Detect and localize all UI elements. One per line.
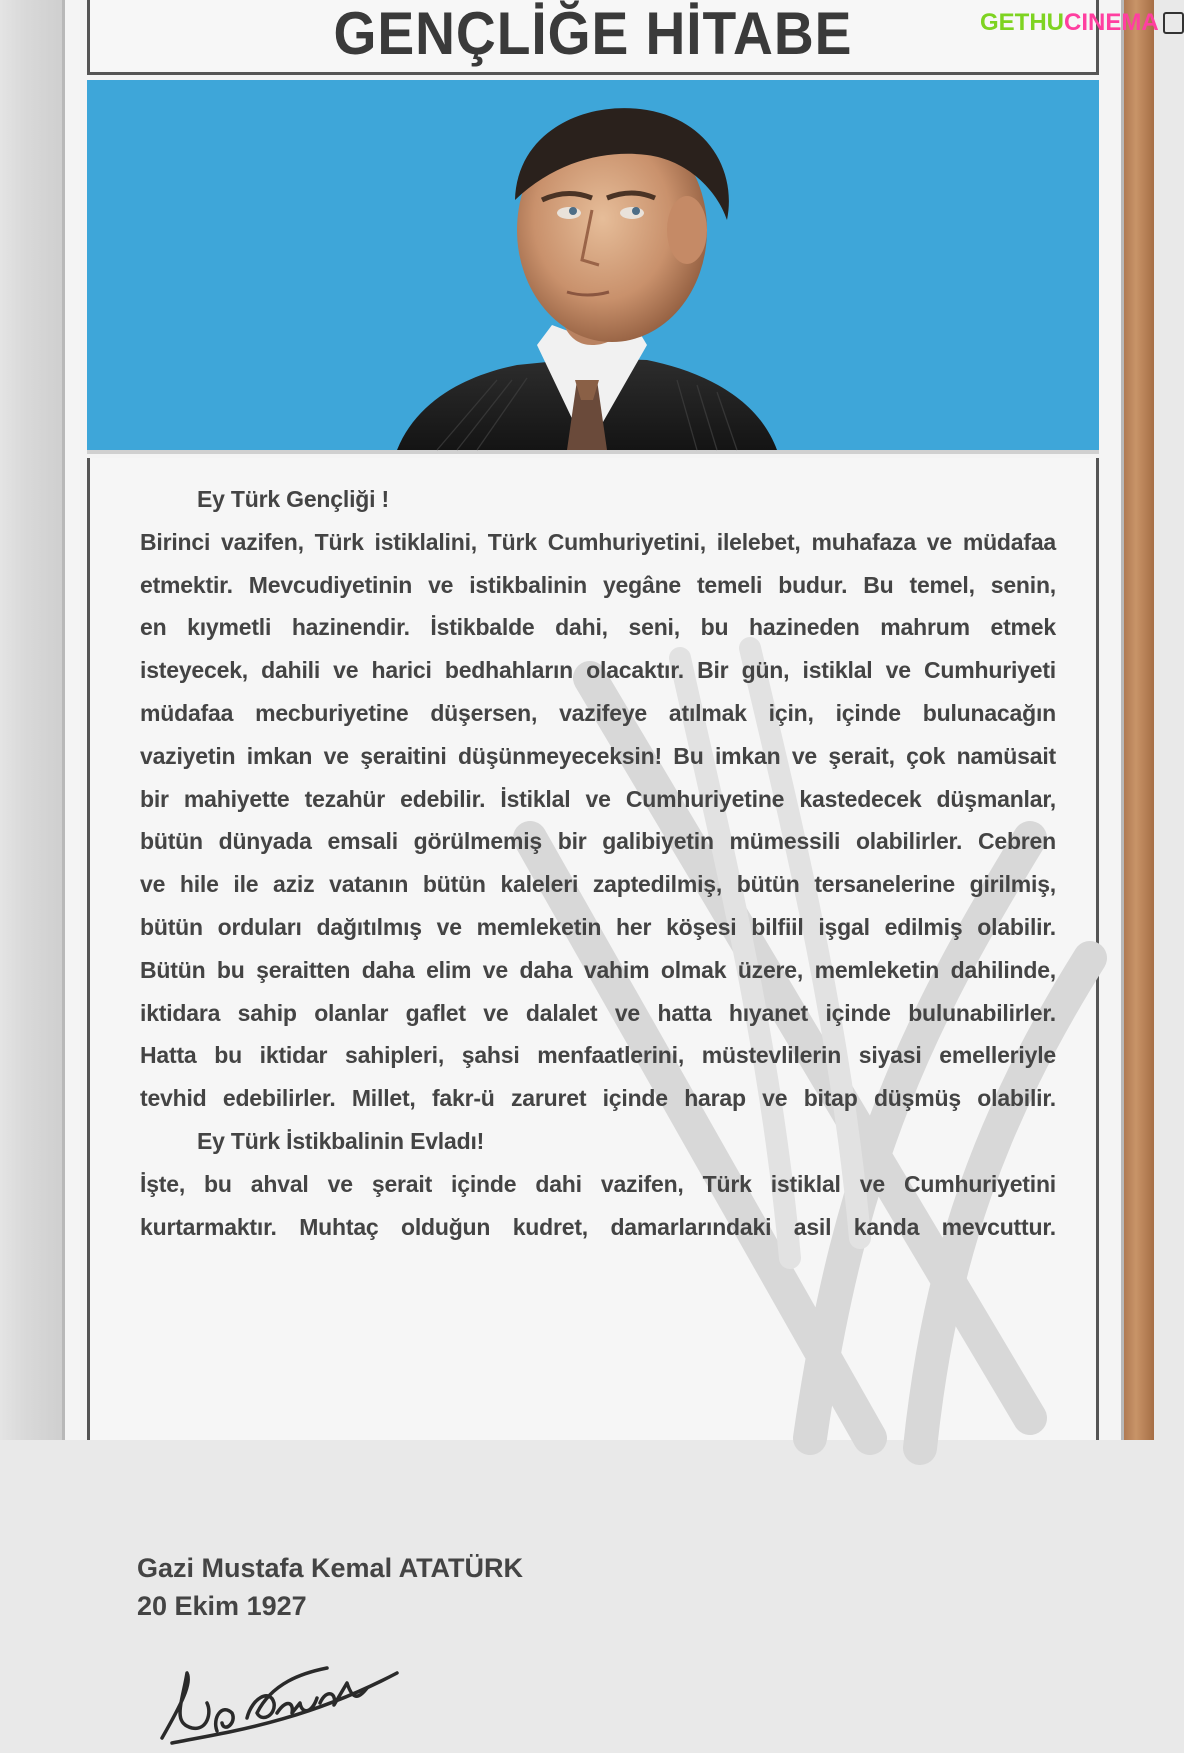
speech-line: bir mahiyette tezahür edebilir. İstiklal ve Cumhuriyetine kastedecek düşmanlar,	[140, 785, 1056, 812]
speech-date: 20 Ekim 1927	[137, 1591, 307, 1621]
author-name: Gazi Mustafa Kemal ATATÜRK	[137, 1553, 524, 1583]
film-icon	[1163, 12, 1184, 34]
speech-line: bütün orduları dağıtılmış ve memleketin her köşesi bilfiil işgal edilmiş olabilir.	[140, 913, 1056, 940]
speech-line: İşte, bu ahval ve şerait içinde dahi vazifen, Türk istiklal ve Cumhuriyetini	[140, 1170, 1056, 1197]
poster	[62, 0, 1124, 1621]
page-title: GENÇLİĞE HİTABE	[333, 0, 853, 67]
signature-mark	[152, 1643, 412, 1753]
portrait-photo	[87, 80, 1099, 454]
brand-watermark	[980, 8, 1184, 38]
speech-line: tevhid edebilirler. Millet, fakr-ü zaruret içinde harap ve bitap düşmüş olabilir.	[140, 1085, 1056, 1112]
speech-line: bütün dünyada emsali görülmemiş bir galibiyetin mümessili olabilirler. Cebren	[140, 828, 1056, 855]
speech-line: ve hile ile aziz vatanın bütün kaleleri zaptedilmiş, bütün tersanelerine girilmiş,	[140, 871, 1056, 898]
speech-body	[140, 478, 1056, 1248]
brand-part-2: CINEMA	[1064, 9, 1159, 36]
speech-line: etmektir. Mevcudiyetinin ve istikbalinin yegâne temeli budur. Bu temel, senin,	[140, 571, 1056, 598]
frame-left	[0, 0, 62, 1440]
speech-line: vaziyetin imkan ve şeraitini düşünmeyeceksin! Bu imkan ve şerait, çok namüsait	[140, 742, 1056, 769]
speech-panel	[87, 458, 1099, 1621]
portrait-illustration	[87, 80, 1105, 450]
speech-line: kurtarmaktır. Muhtaç olduğun kudret, damarlarındaki asil kanda mevcuttur.	[140, 1213, 1056, 1240]
greeting-line: Ey Türk İstikbalinin Evladı!	[197, 1127, 485, 1154]
speech-line: isteyecek, dahili ve harici bedhahların olacaktır. Bir gün, istiklal ve Cumhuriyeti	[140, 657, 1056, 684]
greeting-line: Ey Türk Gençliği !	[197, 486, 389, 512]
brand-part-1: GETHU	[980, 9, 1064, 36]
speech-line: müdafaa mecburiyetine düşersen, vazifeye atılmak için, içinde bulunacağın	[140, 699, 1056, 726]
speech-line: en kıymetli hazinendir. İstikbalde dahi, seni, bu hazineden mahrum etmek	[140, 614, 1056, 641]
speech-line: Bütün bu şeraitten daha elim ve daha vahim olmak üzere, memleketin dahilinde,	[140, 956, 1056, 983]
speech-line: Hatta bu iktidar sahipleri, şahsi menfaatlerini, müstevlilerin siyasi emelleriyle	[140, 1042, 1056, 1069]
title-box	[87, 0, 1099, 75]
speech-line: Birinci vazifen, Türk istiklalini, Türk Cumhuriyetini, ilelebet, muhafaza ve müdafaa	[140, 528, 1056, 555]
frame-right-wood	[1124, 0, 1154, 1440]
speech-line: iktidara sahip olanlar gaflet ve dalalet ve hatta hıyanet içinde bulunabilirler.	[140, 999, 1056, 1026]
